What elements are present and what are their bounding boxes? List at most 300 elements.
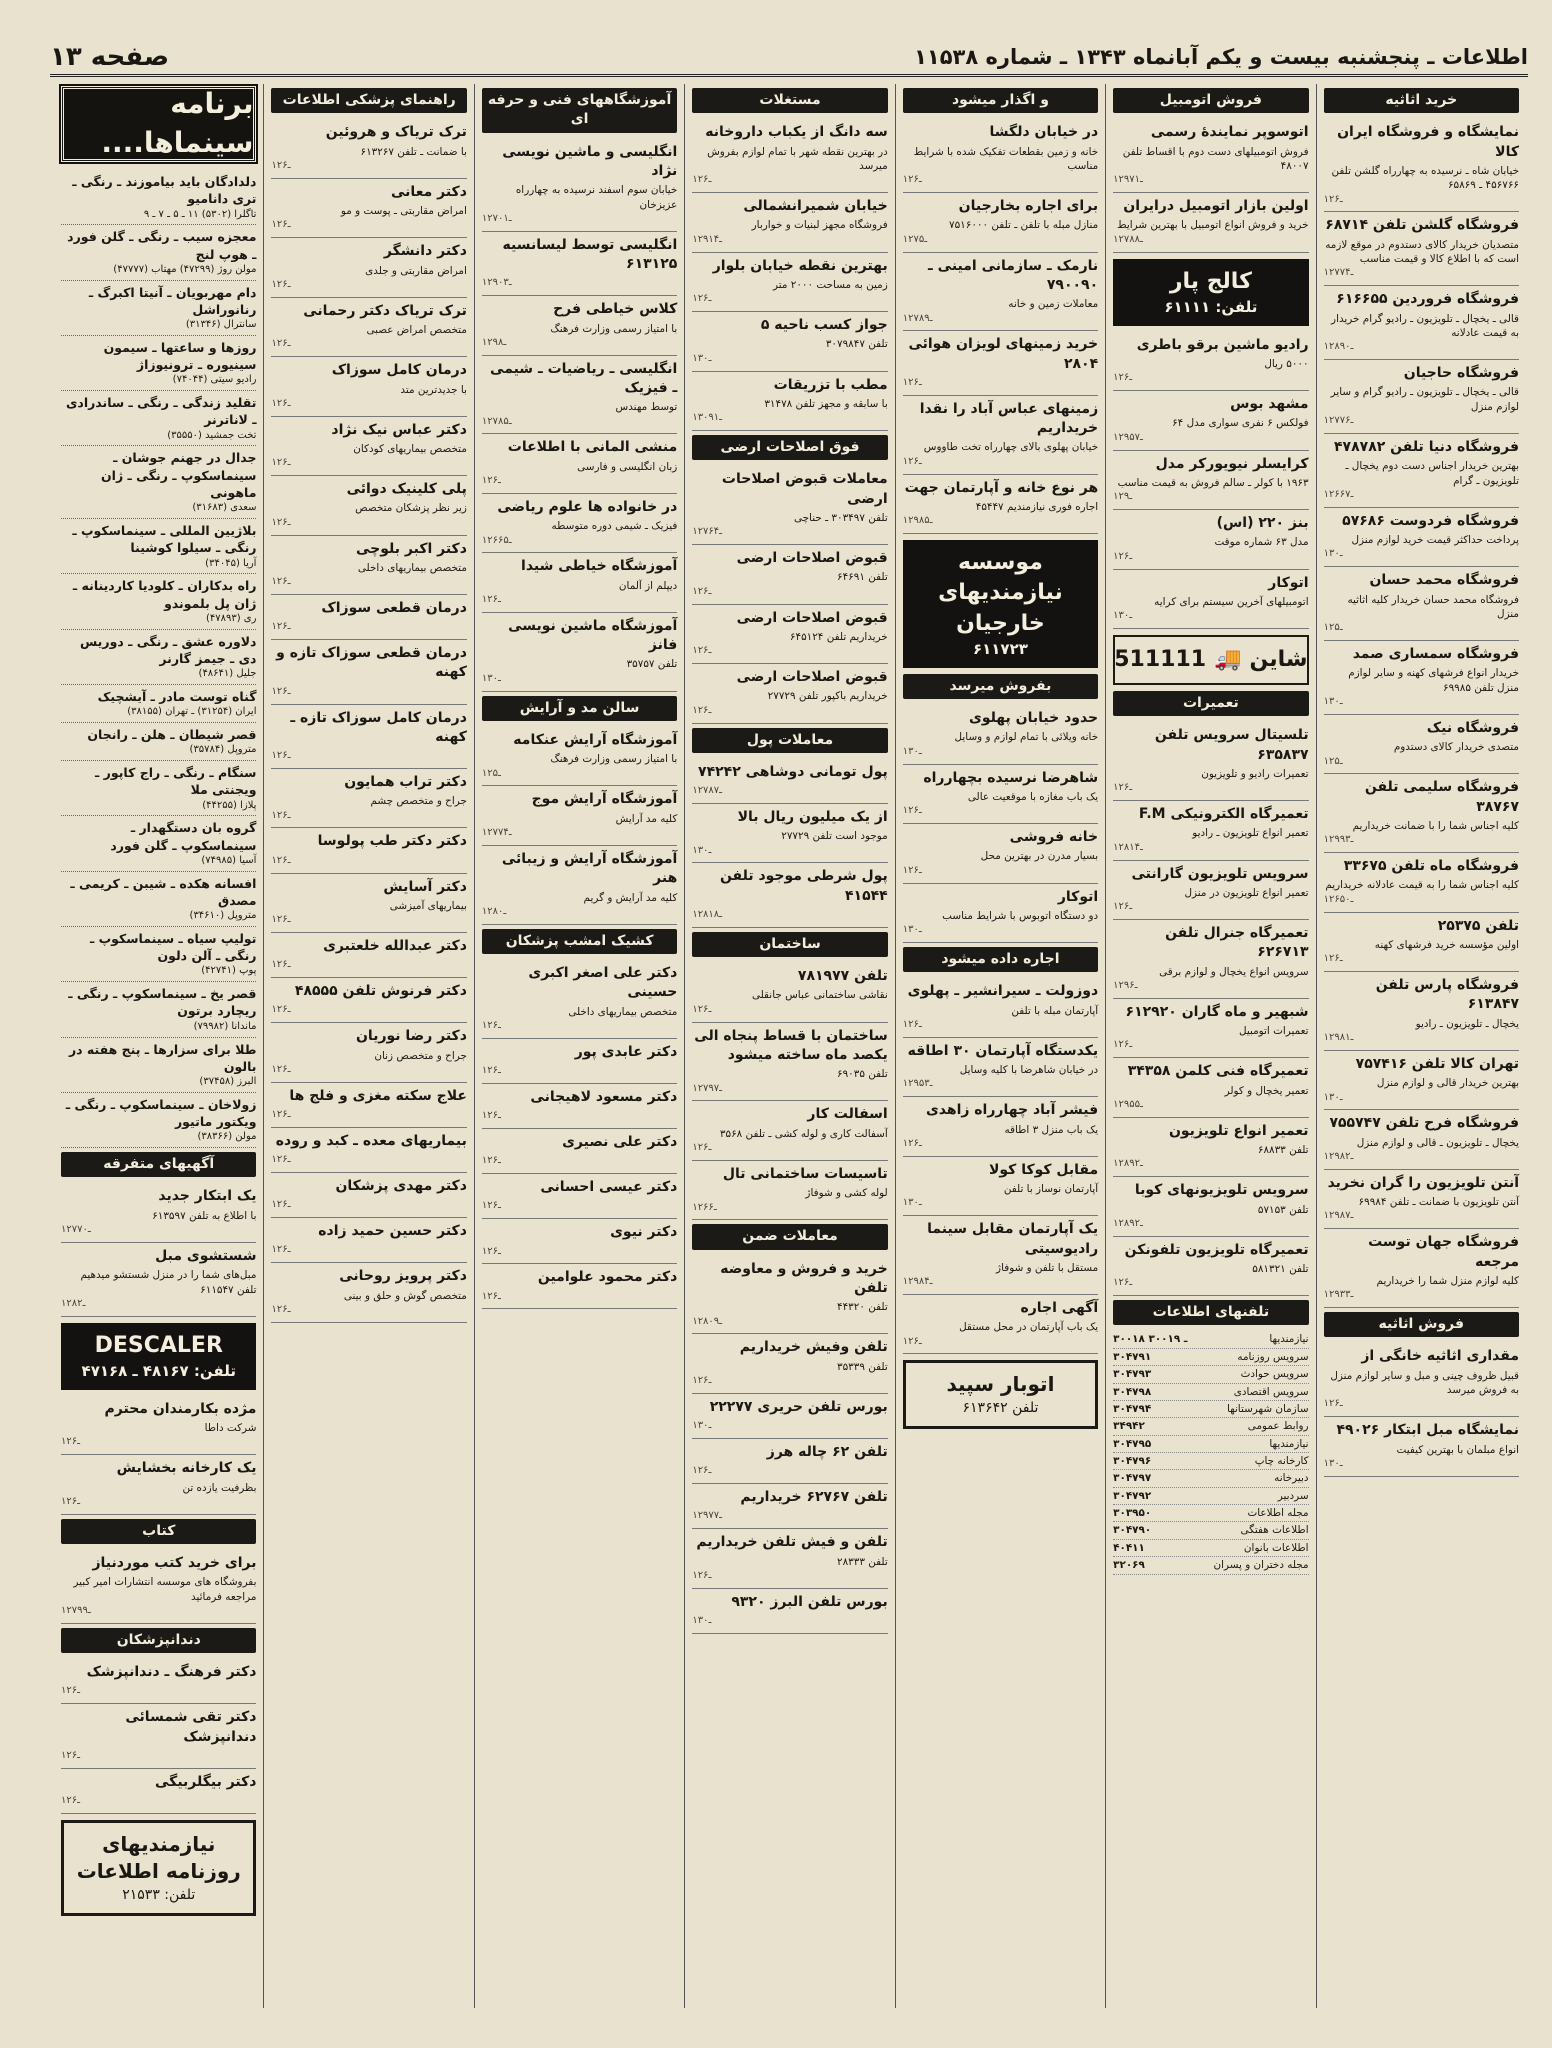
ad-body: معاملات زمین و خانه bbox=[1008, 298, 1099, 311]
classified-ad bbox=[61, 1183, 256, 1242]
cinema-film-title: تقلید زندگی ـ رنگی ـ ساندرادی ـ لاناترنر bbox=[65, 395, 257, 428]
column-cars-repairs bbox=[1105, 84, 1315, 2008]
classified-ad bbox=[692, 193, 887, 252]
classified-ad bbox=[1113, 332, 1308, 391]
directory-number: ۳۲۰۶۹ bbox=[1113, 1559, 1145, 1572]
classified-ad bbox=[271, 769, 466, 828]
ad-body: اجاره فوری نیازمندیم ۴۵۴۴۷ bbox=[975, 500, 1099, 513]
ad-code: ۱ـ۲۹۵۳ bbox=[902, 1078, 933, 1090]
classified-ad bbox=[271, 476, 466, 535]
ad-body: با امتیاز رسمی وزارت فرهنگ bbox=[550, 322, 678, 335]
ad-code: ۱ـ۲۶ bbox=[481, 1019, 501, 1031]
ad-title: آنتن تلویزیون را گران نخرید bbox=[1327, 1174, 1519, 1191]
ad-code: ۱ـ۲۹۸۵ bbox=[902, 515, 933, 527]
ad-title: دکتر نیوی bbox=[610, 1224, 678, 1241]
ad-code: ۱ـ۲۶ bbox=[692, 704, 712, 716]
ad-title: شستشوی مبل bbox=[155, 1247, 257, 1264]
ad-title: دکتر تقی شمسائی دندانپزشک bbox=[125, 1709, 257, 1745]
cinema-film-title: سنگام ـ رنگی ـ راج کاپور ـ ویجنتی ملا bbox=[95, 765, 257, 798]
ad-code: ۱ـ۲۶ bbox=[692, 1375, 712, 1387]
ad-code: ۱ـ۲۶ bbox=[271, 854, 291, 866]
ad-title: خرید و فروش و معاوضه تلفن bbox=[720, 1260, 888, 1296]
ad-code: ۱ـ۲۹۷۷ bbox=[692, 1510, 723, 1522]
classified-ad bbox=[271, 640, 466, 704]
classified-ad bbox=[1324, 1170, 1519, 1229]
ad-body: در بهترین نقطه شهر با تمام لوازم بفروش میرسد bbox=[707, 145, 888, 172]
ad-body: لوله کشی و شوفاژ bbox=[805, 1187, 888, 1200]
ad-code: ۱ـ۲۶ bbox=[692, 174, 712, 186]
ad-body: تلفن ۲۸۳۳۳ bbox=[837, 1555, 888, 1568]
directory-row bbox=[1113, 1436, 1308, 1453]
ad-title: دکتر آسایش bbox=[383, 878, 467, 895]
ad-code: ۱ـ۲۸۲ bbox=[61, 1297, 86, 1309]
classified-ad bbox=[1113, 1058, 1308, 1117]
ad-body: یک باب آپارتمان در محل مستقل bbox=[959, 1321, 1099, 1334]
ad-code: ۱ـ۲۶ bbox=[271, 576, 291, 588]
directory-label: سرویس اقتصادی bbox=[1233, 1385, 1309, 1398]
ad-body: فولکس ۶ نفری سواری مدل ۶۴ bbox=[1172, 417, 1309, 430]
ad-body: تعمیرات اتومبیل bbox=[1238, 1025, 1309, 1038]
cinema-showtimes: پلازا (۴۴۲۵۵) bbox=[202, 799, 257, 811]
ad-title: سه دانگ از یکباب داروخانه bbox=[705, 124, 888, 141]
ad-title: بهترین نقطه خیابان بلوار bbox=[712, 257, 888, 274]
ad-code: ۱ـ۲۷۸۷ bbox=[692, 785, 723, 797]
ad-body: ۵۰۰۰ ریال bbox=[1264, 357, 1309, 370]
ad-code: ۱ـ۳۰ bbox=[692, 1420, 712, 1432]
ad-code: ۱ـ۲۹۸۲ bbox=[1323, 1151, 1354, 1162]
ad-title: فروشگاه سلیمی تلفن ۳۸۷۶۷ bbox=[1364, 779, 1519, 815]
cinema-showtimes: پوپ (۴۲۷۴۱) bbox=[201, 965, 257, 977]
section-heading: فروش اثاثیه bbox=[1324, 1312, 1519, 1337]
ad-code: ۱ـ۲۷۸۸ bbox=[1113, 233, 1143, 245]
classified-ad bbox=[1324, 119, 1519, 212]
ad-code: ۱ـ۲۶ bbox=[1113, 1277, 1133, 1289]
ad-body: زبان انگلیسی و فارسی bbox=[577, 460, 678, 473]
ad-code: ۱ـ۲۸۹۲ bbox=[1113, 1158, 1143, 1170]
cinema-showtimes: متروپل (۳۴۶۱۰) bbox=[189, 910, 257, 922]
ad-code: ۱ـ۲۸۹۲ bbox=[1113, 1217, 1143, 1229]
classified-ad bbox=[903, 119, 1098, 193]
ad-code: ۱ـ۲۶ bbox=[271, 278, 291, 290]
classified-ad bbox=[1113, 920, 1308, 999]
classified-ad bbox=[482, 356, 677, 435]
ad-body: انواع مبلمان با بهترین کیفیت bbox=[1396, 1443, 1519, 1456]
ad-code: ۱ـ۲۶ bbox=[902, 805, 922, 817]
cinema-listing bbox=[61, 685, 256, 723]
cinema-film-title: قصر یخ ـ سینماسکوپ ـ رنگی ـ ریچارد برتون bbox=[68, 986, 257, 1019]
ad-code: ۱ـ۲۶ bbox=[1323, 953, 1343, 965]
classified-ad bbox=[1324, 1110, 1519, 1169]
ad-code: ۱ـ۲۶ bbox=[271, 159, 291, 171]
ad-code: ۱ـ۲۶ bbox=[902, 1335, 922, 1347]
directory-label: سازمان شهرستانها bbox=[1226, 1402, 1309, 1415]
ad-code: ۱ـ۳۰ bbox=[1113, 610, 1133, 622]
display-ad-title: کالج پار bbox=[1169, 268, 1252, 294]
ad-body: تلفن ۳۰۳۴۹۷ ـ حناچی bbox=[793, 511, 888, 524]
classified-ad bbox=[1113, 570, 1308, 629]
ad-body: خریدار انواع فرشهای کهنه و سایر لوازم منزل تلفن ۶۹۹۸۵ bbox=[1348, 667, 1519, 694]
cinema-film-title: گروه بان دستگهدار ـ سینماسکوپ ـ گلن فورد bbox=[110, 820, 257, 853]
ad-code: ۱ـ۲۶ bbox=[902, 174, 922, 186]
cinema-showtimes: تخت جمشید (۳۵۵۵۰) bbox=[167, 429, 257, 441]
classified-ad bbox=[692, 312, 887, 371]
classified-ad bbox=[1113, 861, 1308, 920]
classified-ad bbox=[692, 1101, 887, 1160]
classified-ad bbox=[482, 296, 677, 355]
ad-title: در خانواده ها علوم ریاضی bbox=[497, 498, 678, 515]
ad-code: ۱ـ۲۷۵ bbox=[902, 233, 928, 245]
ad-title: دکتر تراب همایون bbox=[344, 774, 467, 791]
classified-ad bbox=[1324, 360, 1519, 434]
directory-label: اطلاعات هفتگی bbox=[1240, 1524, 1309, 1537]
ad-title: قبوض اصلاحات ارضی bbox=[736, 609, 888, 626]
directory-row bbox=[1113, 1522, 1308, 1539]
ad-code: ۱ـ۲۶ bbox=[481, 1290, 501, 1302]
directory-number: ۳۴۹۴۲ bbox=[1113, 1420, 1145, 1433]
ad-title: فروشگاه نیک bbox=[1426, 719, 1519, 736]
ad-title: دکتر مهدی پزشکان bbox=[335, 1177, 467, 1194]
ad-title: دکتر عبدالله خلعتبری bbox=[323, 938, 467, 955]
directory-row bbox=[1113, 1384, 1308, 1401]
ad-title: فروشگاه ماه تلفن ۳۳۶۷۵ bbox=[1343, 858, 1519, 875]
ad-body: اولین مؤسسه خرید فرشهای کهنه bbox=[1374, 938, 1519, 951]
ad-code: ۱ـ۲۹۷۱ bbox=[1113, 174, 1143, 186]
column-properties-money bbox=[684, 84, 894, 2008]
ad-code: ۱ـ۳۰ bbox=[692, 844, 712, 856]
ad-code: ۱ـ۲۶ bbox=[481, 594, 501, 606]
display-ad-title: DESCALER bbox=[94, 1332, 223, 1358]
ad-body: خانه و زمین بقطعات تفکیک شده با شرایط مناسب bbox=[913, 145, 1099, 172]
ad-body: تعمیرات رادیو و تلویزیون bbox=[1201, 767, 1309, 780]
ad-code: ۱ـ۲۶ bbox=[481, 1200, 501, 1212]
section-heading: دندانپزشکان bbox=[61, 1628, 256, 1653]
classified-ad bbox=[692, 605, 887, 664]
ad-code: ۱ـ۲۶ bbox=[61, 1495, 81, 1507]
classified-ad bbox=[482, 960, 677, 1039]
section-heading: آموزشگاههای فنی و حرفه ای bbox=[482, 88, 677, 133]
classified-ad bbox=[482, 494, 677, 553]
ad-title: اولین بازار اتومبیل درایران bbox=[1123, 198, 1309, 215]
ad-title: منشی المانی با اطلاعات bbox=[507, 439, 678, 456]
ad-title: تعمیرگاه فنی کلمن ۳۴۳۵۸ bbox=[1127, 1063, 1309, 1080]
ad-title: تاسیسات ساختمانی تال bbox=[722, 1165, 888, 1182]
ad-code: ۱ـ۲۹۸ bbox=[481, 336, 507, 348]
classified-ad bbox=[903, 253, 1098, 332]
ad-body: زیر نظر پزشکان متخصص bbox=[355, 502, 467, 515]
ad-title: تلفن ۷۸۱۹۷۷ bbox=[797, 968, 888, 985]
directory-number: ۳۰۰۱۸ ـ ۳۰۰۱۹ bbox=[1113, 1333, 1188, 1346]
classified-ad bbox=[1324, 286, 1519, 360]
ad-body: بظرفیت یازده تن bbox=[182, 1481, 257, 1494]
classified-ad bbox=[1113, 510, 1308, 569]
ad-title: تلفن و فیش تلفن خریداریم bbox=[696, 1534, 888, 1551]
ad-body: تعمیر یخچال و کولر bbox=[1224, 1084, 1309, 1097]
classified-ad bbox=[482, 553, 677, 612]
classified-ad bbox=[692, 1394, 887, 1439]
ad-title: علاج سکته مغزی و فلج ها bbox=[289, 1087, 467, 1104]
ad-body: تلفن ۶۸۸۳۳ bbox=[1257, 1144, 1309, 1157]
classified-ad bbox=[692, 1529, 887, 1588]
ad-code: ۱ـ۲۸۰ bbox=[481, 905, 507, 917]
classified-ad bbox=[1324, 641, 1519, 715]
ad-body: جراح و متخصص زنان bbox=[374, 1049, 467, 1062]
ad-title: فروشگاه فروردین ۶۱۶۶۵۵ bbox=[1336, 291, 1519, 308]
ad-title: دوزولت ـ سیرانشیر ـ پهلوی bbox=[907, 983, 1099, 1000]
classified-ad bbox=[271, 179, 466, 238]
ad-code: ۱ـ۲۶ bbox=[1113, 1039, 1133, 1051]
classified-ad bbox=[271, 705, 466, 769]
ad-body: منازل مبله با تلفن ـ تلفن ۷۵۱۶۰۰۰ bbox=[949, 219, 1099, 232]
ad-body: خریداریم باکپور تلفن ۲۷۷۲۹ bbox=[767, 690, 888, 703]
classified-ad bbox=[271, 238, 466, 297]
ad-code: ۱ـ۲۶ bbox=[271, 809, 291, 821]
ad-body: بهترین خریدار قالی و لوازم منزل bbox=[1376, 1077, 1519, 1090]
ad-code: ۱ـ۲۶ bbox=[271, 397, 291, 409]
ad-title: تعمیرگاه جنرال تلفن ۶۲۶۷۱۳ bbox=[1165, 925, 1309, 961]
directory-row bbox=[1113, 1488, 1308, 1505]
truck-icon: 🚚 bbox=[1214, 646, 1242, 672]
classified-ad bbox=[1324, 508, 1519, 567]
ad-title: دکتر حسین حمید زاده bbox=[318, 1223, 467, 1240]
ad-body: آپارتمان مبله با تلفن bbox=[1011, 1004, 1099, 1017]
section-heading: آگهیهای متفرقه bbox=[61, 1152, 256, 1177]
ad-title: دکتر دکتر طب پولوسا bbox=[317, 833, 467, 850]
display-ad-box bbox=[1113, 259, 1308, 326]
classified-ad bbox=[271, 536, 466, 595]
ad-code: ۱ـ۲۶ bbox=[61, 1685, 81, 1697]
ad-code: ۱ـ۲۶ bbox=[481, 1065, 501, 1077]
cinema-film-title: طلا برای سزارها ـ پنج هفته در بالون bbox=[68, 1041, 257, 1074]
ad-code: ۱ـ۳۰۹۱ bbox=[692, 412, 723, 424]
ad-body: فروشگاه محمد حسان خریدار کلیه اثاثیه منزل bbox=[1347, 593, 1519, 620]
ad-title: زمینهای عباس آباد را نقدا خریداریم bbox=[919, 400, 1099, 437]
directory-number: ۴۰۴۱۱ bbox=[1113, 1541, 1145, 1554]
directory-row bbox=[1113, 1453, 1308, 1470]
ad-title: قبوض اصلاحات ارضی bbox=[736, 550, 888, 567]
ad-title: بنز ۲۲۰ (اس) bbox=[1216, 515, 1309, 532]
ad-code: ۱ـ۲۶ bbox=[481, 1245, 501, 1257]
cinema-listing bbox=[61, 1093, 256, 1148]
classified-ad bbox=[271, 298, 466, 357]
ad-code: ۱ـ۲۶ bbox=[692, 293, 712, 305]
ad-code: ۱ـ۲۶ bbox=[1323, 193, 1343, 205]
truck-ad-phone: 511111 bbox=[1114, 646, 1207, 672]
ad-title: تهران کالا تلفن ۷۵۷۴۱۶ bbox=[1355, 1055, 1519, 1072]
ad-title: نارمک ـ سازمانی امینی ـ ۷۹۰۰۹۰ bbox=[928, 257, 1099, 293]
column-education-doctors bbox=[474, 84, 684, 2008]
ad-body: یک باب منزل ۳ اطاقه bbox=[1004, 1123, 1099, 1136]
ad-title: فروشگاه حاجیان bbox=[1403, 365, 1519, 382]
ad-code: ۱ـ۲۶ bbox=[692, 1569, 712, 1581]
ad-title: فروشگاه پارس تلفن ۶۱۳۸۴۷ bbox=[1375, 977, 1519, 1013]
directory-label: مجله دختران و پسران bbox=[1213, 1559, 1309, 1572]
ad-body: تلفن ۵۷۱۵۳ bbox=[1257, 1203, 1309, 1216]
ad-code: ۱ـ۲۷۶۴ bbox=[692, 526, 723, 538]
ad-code: ۱ـ۲۶ bbox=[271, 1199, 291, 1211]
ad-title: دکتر فرنوش تلفن ۴۸۵۵۵ bbox=[294, 983, 467, 1000]
ad-body: تلفن ۳۵۷۵۷ bbox=[626, 658, 678, 671]
ad-code: ۱ـ۲۶ bbox=[271, 1154, 291, 1166]
classified-ad bbox=[482, 434, 677, 493]
ad-title: فروشگاه گلشن تلفن ۶۸۷۱۴ bbox=[1325, 217, 1519, 234]
ad-title: اتوکار bbox=[1057, 888, 1099, 905]
ad-code: ۱ـ۲۶ bbox=[902, 864, 922, 876]
ad-code: ۱ـ۲۶ bbox=[1113, 782, 1133, 794]
ad-title: خیابان شمیرانشمالی bbox=[743, 198, 888, 215]
ad-body: کلیه لوازم منزل شما را خریداریم bbox=[1376, 1274, 1519, 1287]
cinema-film-title: دام مهربویان ـ آنیتا اکبرگ ـ رنانوراشل bbox=[88, 284, 257, 317]
ad-title: مژده بکارمندان محترم bbox=[104, 1400, 257, 1417]
display-ad-title: اتوبار سپید bbox=[946, 1372, 1055, 1397]
ad-title: فروشگاه دنیا تلفن ۴۷۸۷۸۲ bbox=[1334, 438, 1519, 455]
directory-label: نیازمندیها bbox=[1269, 1437, 1309, 1450]
ad-body: با ضمانت ـ تلفن ۶۱۳۲۶۷ bbox=[360, 145, 467, 158]
cinema-listing bbox=[61, 982, 256, 1037]
classified-ad bbox=[1324, 212, 1519, 286]
directory-number: ۳۰۴۷۹۴ bbox=[1113, 1402, 1152, 1415]
ad-body: یخچال ـ تلویزیون ـ قالی و لوازم منزل bbox=[1356, 1136, 1519, 1149]
ad-code: ۱ـ۲۸۹۰ bbox=[1323, 341, 1354, 353]
cinema-film-title: معجزه سیب ـ رنگی ـ گلن فورد ـ هوپ لنج bbox=[67, 229, 257, 262]
classified-ad bbox=[482, 613, 677, 692]
ad-code: ۱ـ۲۵ bbox=[1323, 755, 1343, 767]
ad-body: اتومبیلهای آخرین سیستم برای کرایه bbox=[1154, 595, 1309, 608]
ad-body: آسفالت کاری و لوله کشی ـ تلفن ۳۵۶۸ bbox=[719, 1127, 888, 1140]
ad-code: ۱ـ۲۶ bbox=[271, 457, 291, 469]
ad-title: فروشگاه جهان توست مرجعه bbox=[1368, 1234, 1519, 1270]
directory-number: ۳۰۴۷۹۷ bbox=[1113, 1472, 1152, 1485]
directory-number: ۳۰۴۷۹۰ bbox=[1113, 1524, 1152, 1537]
ad-body: متخصص بیماریهای کودکان bbox=[353, 442, 467, 455]
classified-ad bbox=[271, 1128, 466, 1173]
ad-code: ۱ـ۲۷۷۴ bbox=[1323, 267, 1354, 279]
section-heading: ساختمان bbox=[692, 932, 887, 957]
directory-label: اطلاعات بانوان bbox=[1243, 1541, 1309, 1554]
directory-number: ۳۰۴۷۹۱ bbox=[1113, 1350, 1152, 1363]
ad-title: تلفن ۲۵۳۷۵ bbox=[1437, 917, 1519, 934]
classified-ad bbox=[692, 253, 887, 312]
ad-body: قالی ـ یخچال ـ تلویزیون ـ رادیو گرام و سایر لوازم منزل bbox=[1330, 386, 1519, 413]
classified-ad bbox=[61, 1396, 256, 1455]
ad-code: ۱ـ۲۸۱۴ bbox=[1113, 841, 1143, 853]
ad-code: ۱ـ۲۶ bbox=[692, 1142, 712, 1154]
ad-code: ۱ـ۲۶ bbox=[61, 1436, 81, 1448]
cinema-film-title: گناه توست مادر ـ آیشچیک bbox=[97, 688, 257, 704]
ad-body: خیابان سوم اسفند نرسیده به چهارراه عزیزخان bbox=[515, 184, 678, 211]
cinema-showtimes: تاگلرا (۵۳۰۲) ۱۱ ـ ۵ ـ ۷ ـ ۹ bbox=[143, 208, 257, 220]
ad-code: ۱ـ۲۶۶۷ bbox=[1323, 488, 1354, 500]
section-heading: راهنمای پزشکی اطلاعات bbox=[271, 88, 466, 113]
ad-title: انگلیسی ـ ریاضیات ـ شیمی ـ فیزیک bbox=[490, 360, 678, 396]
classified-ad bbox=[271, 1173, 466, 1218]
classified-ad bbox=[482, 1129, 677, 1174]
ad-body: یک باب مغازه با موقعیت عالی bbox=[967, 790, 1099, 803]
ad-title: اتوسوپر نمایندهٔ رسمی bbox=[1150, 124, 1309, 141]
ad-code: ۱ـ۳۰ bbox=[1323, 548, 1343, 560]
ad-body: کلیه اجناس شما را به قیمت عادلانه خریداریم bbox=[1325, 879, 1519, 892]
cinema-listing bbox=[61, 336, 256, 391]
display-ad-phone: ۶۱۱۷۲۳ bbox=[972, 640, 1028, 659]
ad-code: ۱ـ۲۷۷۴ bbox=[481, 827, 512, 839]
directory-row bbox=[1113, 1505, 1308, 1522]
classified-ad bbox=[903, 1216, 1098, 1295]
ad-body: تعمیر انواع تلویزیون ـ رادیو bbox=[1192, 827, 1309, 840]
ad-code: ۱ـ۲۷۷۰ bbox=[61, 1224, 91, 1236]
ad-code: ۱ـ۳۰ bbox=[1323, 1457, 1343, 1469]
ad-title: شاهرضا نرسیده بچهارراه bbox=[923, 769, 1099, 786]
ad-body: متخصص بیماریهای داخلی bbox=[568, 1005, 678, 1018]
classified-ad bbox=[61, 1550, 256, 1624]
ad-code: ۱ـ۲۹۵۷ bbox=[1113, 431, 1143, 443]
ad-code: ۱ـ۲۶ bbox=[1323, 1398, 1343, 1410]
cinema-listing bbox=[61, 391, 256, 446]
cinema-film-title: افسانه هکده ـ شیبن ـ کریمی ـ مصدق bbox=[70, 875, 257, 908]
ad-code: ۱ـ۲۶ bbox=[61, 1794, 81, 1806]
display-ad-box bbox=[61, 1323, 256, 1390]
classified-ad bbox=[61, 1455, 256, 1514]
cinema-film-title: جدال در جهنم جوشان ـ سینماسکوپ ـ رنگی ـ ژان ماهونی bbox=[101, 450, 257, 500]
ad-title: حدود خیابان پهلوی bbox=[968, 710, 1099, 727]
directory-number: ۳۰۴۷۹۲ bbox=[1113, 1489, 1152, 1502]
ad-code: ۱ـ۳۰ bbox=[692, 352, 712, 364]
classified-ad bbox=[692, 466, 887, 545]
ad-title: پول شرطی موجود تلفن ۴۱۵۴۴ bbox=[719, 868, 888, 904]
ad-title: انگلیسی توسط لیسانسیه ۶۱۳۱۲۵ bbox=[502, 236, 678, 273]
cinema-showtimes: مولن (۳۸۳۶۶) bbox=[197, 1131, 257, 1143]
directory-row bbox=[1113, 1331, 1308, 1348]
cinema-film-title: تولیپ سیاه ـ سینماسکوپ ـ رنگی ـ آلن دلون bbox=[89, 930, 257, 964]
ad-body: آپارتمان نوساز با تلفن bbox=[1003, 1183, 1099, 1196]
ad-code: ۱ـ۲۶ bbox=[271, 1004, 291, 1016]
ad-code: ۱ـ۳۰ bbox=[481, 672, 501, 684]
ad-code: ۱ـ۲۹ bbox=[1113, 491, 1133, 503]
section-heading: فوق اصلاحات ارضی bbox=[692, 435, 887, 460]
classified-ad bbox=[692, 545, 887, 604]
classified-ad bbox=[61, 1659, 256, 1704]
ad-code: ۱ـ۲۹۰۳ bbox=[481, 277, 512, 289]
ad-title: از یک میلیون ریال بالا bbox=[737, 808, 888, 825]
cinema-showtimes: آسیا (۷۴۹۸۵) bbox=[201, 854, 257, 866]
ad-code: ۱ـ۲۹۳۳ bbox=[1323, 1289, 1354, 1301]
cinema-showtimes: آریا (۳۴۰۴۵) bbox=[205, 557, 257, 569]
classified-ad bbox=[1113, 1177, 1308, 1236]
cinema-showtimes: ماندانا (۷۹۹۸۲) bbox=[193, 1020, 257, 1032]
classified-ad bbox=[482, 1174, 677, 1219]
ad-title: تلفن ۶۲۷۶۷ خریداریم bbox=[740, 1489, 888, 1506]
classified-ad bbox=[482, 232, 677, 296]
ad-body: بفروشگاه های موسسه انتشارات امیر کبیر مراجعه فرمائید bbox=[73, 1576, 257, 1603]
ad-title: آموزشگاه خیاطی شیدا bbox=[521, 558, 678, 575]
ad-title: آموزشگاه ماشین نویسی فانز bbox=[508, 617, 678, 654]
ad-body: کلیه اجناس شما را با ضمانت خریداریم bbox=[1352, 819, 1519, 832]
ad-code: ۱ـ۲۹۸۱ bbox=[1323, 1032, 1354, 1044]
ad-code: ۱ـ۲۷۸۵ bbox=[481, 415, 512, 427]
ad-body: بهترین خریدار اجناس دست دوم یخچال ـ تلویزیون ـ گرام bbox=[1345, 460, 1519, 487]
section-heading: معاملات پول bbox=[692, 728, 887, 753]
ad-code: ۱ـ۲۶ bbox=[271, 914, 291, 926]
ad-title: معاملات قبوض اصلاحات ارضی bbox=[721, 471, 888, 507]
cinema-film-title: دلدادگان باید بیاموزند ـ رنگی ـ تری دانامیو bbox=[72, 174, 257, 207]
header-page-number: صفحه ۱۳ bbox=[50, 42, 170, 72]
directory-number: ۳۰۴۷۹۸ bbox=[1113, 1385, 1152, 1398]
ad-code: ۱ـ۲۷۹۹ bbox=[61, 1605, 91, 1617]
ad-code: ۱ـ۲۶ bbox=[271, 1244, 291, 1256]
ad-body: تلفن ۴۴۳۲۰ bbox=[837, 1301, 888, 1314]
cinema-showtimes: سعدی (۳۱۶۸۳) bbox=[192, 502, 257, 514]
ad-title: خرید زمینهای لویزان هوائی ۲۸۰۴ bbox=[908, 336, 1099, 372]
ad-body: شرکت داطا bbox=[204, 1422, 257, 1435]
section-heading: تعمیرات bbox=[1113, 691, 1308, 716]
